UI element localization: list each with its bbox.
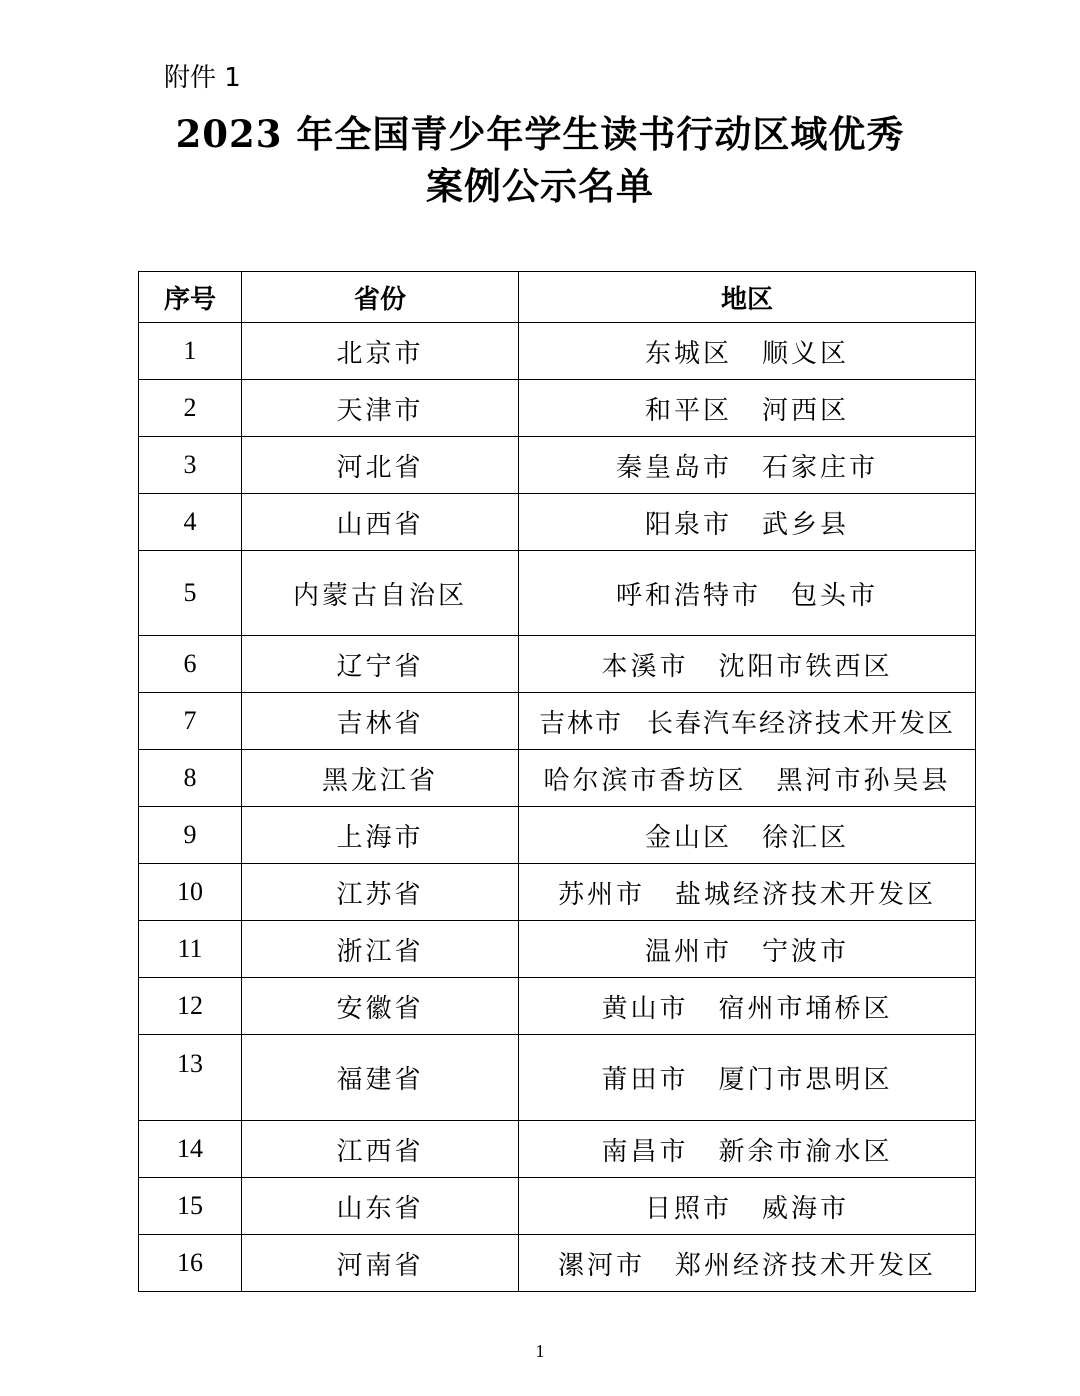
region-name: 呼和浩特市 — [615, 580, 761, 611]
region-name: 秦皇岛市 — [615, 452, 732, 483]
row-province: 江苏省 — [242, 864, 519, 921]
table-row — [139, 978, 976, 1035]
row-province: 辽宁省 — [242, 636, 519, 693]
region-name: 苏州市 — [557, 879, 645, 910]
page-number: 1 — [535, 1341, 545, 1361]
row-number: 1 — [139, 323, 242, 380]
region-name: 沈阳市铁西区 — [718, 651, 893, 682]
region-name: 本溪市 — [601, 651, 689, 682]
region-name: 黑河市孙吴县 — [776, 765, 951, 796]
row-number: 12 — [139, 978, 242, 1035]
row-regions — [519, 494, 976, 551]
table-row — [139, 1235, 976, 1292]
table-row — [139, 437, 976, 494]
region-name: 东城区 — [644, 338, 732, 369]
row-province: 上海市 — [242, 807, 519, 864]
row-province: 福建省 — [242, 1035, 519, 1121]
row-number: 9 — [139, 807, 242, 864]
region-name: 宁波市 — [762, 936, 850, 967]
row-province: 河南省 — [242, 1235, 519, 1292]
region-name: 石家庄市 — [762, 452, 879, 483]
table-row — [139, 1178, 976, 1235]
row-number: 5 — [139, 551, 242, 636]
row-province: 安徽省 — [242, 978, 519, 1035]
row-province: 山东省 — [242, 1178, 519, 1235]
row-province: 黑龙江省 — [242, 750, 519, 807]
row-regions — [519, 978, 976, 1035]
region-name: 金山区 — [644, 822, 732, 853]
region-name: 莆田市 — [601, 1065, 689, 1095]
row-regions — [519, 1035, 976, 1121]
row-regions — [519, 323, 976, 380]
document-title-line-1: 2023 年全国青少年学生读书行动区域优秀 — [175, 112, 905, 156]
header-region: 地区 — [519, 272, 976, 323]
case-list-table — [138, 271, 976, 1292]
region-name: 徐汇区 — [762, 822, 850, 853]
row-regions — [519, 1235, 976, 1292]
region-name: 厦门市思明区 — [718, 1065, 893, 1095]
region-name: 河西区 — [762, 395, 850, 426]
row-regions — [519, 636, 976, 693]
row-number: 11 — [139, 921, 242, 978]
row-province: 江西省 — [242, 1121, 519, 1178]
table-row — [139, 921, 976, 978]
row-province: 天津市 — [242, 380, 519, 437]
row-number: 13 — [139, 1035, 242, 1121]
row-regions — [519, 1178, 976, 1235]
row-regions — [519, 693, 976, 750]
region-name: 新余市渝水区 — [718, 1136, 893, 1167]
row-number: 10 — [139, 864, 242, 921]
row-regions — [519, 807, 976, 864]
table-row — [139, 750, 976, 807]
region-name: 吉林市 — [538, 708, 623, 739]
header-serial-number: 序号 — [139, 272, 242, 323]
row-regions — [519, 380, 976, 437]
row-regions — [519, 437, 976, 494]
row-regions — [519, 864, 976, 921]
row-province: 河北省 — [242, 437, 519, 494]
row-number: 15 — [139, 1178, 242, 1235]
attachment-label: 附件 1 — [164, 63, 241, 93]
region-name: 郑州经济技术开发区 — [675, 1250, 937, 1281]
table-row — [139, 693, 976, 750]
region-name: 武乡县 — [762, 509, 850, 540]
row-regions — [519, 1121, 976, 1178]
region-name: 宿州市埇桥区 — [718, 993, 893, 1024]
region-name: 日照市 — [644, 1193, 732, 1224]
row-province: 山西省 — [242, 494, 519, 551]
region-name: 和平区 — [644, 395, 732, 426]
row-number: 8 — [139, 750, 242, 807]
region-name: 包头市 — [791, 580, 879, 611]
row-regions — [519, 750, 976, 807]
region-name: 黄山市 — [601, 993, 689, 1024]
row-number: 3 — [139, 437, 242, 494]
row-number: 6 — [139, 636, 242, 693]
region-name: 长春汽车经济技术开发区 — [647, 708, 956, 739]
row-regions — [519, 921, 976, 978]
row-number: 7 — [139, 693, 242, 750]
region-name: 温州市 — [644, 936, 732, 967]
document-title-line-2: 案例公示名单 — [426, 164, 654, 208]
table-row — [139, 807, 976, 864]
region-name: 哈尔滨市香坊区 — [543, 765, 747, 796]
table-row — [139, 551, 976, 636]
region-name: 威海市 — [762, 1193, 850, 1224]
region-name: 顺义区 — [762, 338, 850, 369]
row-number: 14 — [139, 1121, 242, 1178]
row-number: 16 — [139, 1235, 242, 1292]
row-number: 2 — [139, 380, 242, 437]
table-row — [139, 323, 976, 380]
table-row — [139, 636, 976, 693]
region-name: 漯河市 — [557, 1250, 645, 1281]
region-name: 盐城经济技术开发区 — [675, 879, 937, 910]
row-number: 4 — [139, 494, 242, 551]
row-province: 浙江省 — [242, 921, 519, 978]
row-regions — [519, 551, 976, 636]
row-province: 吉林省 — [242, 693, 519, 750]
region-name: 阳泉市 — [644, 509, 732, 540]
header-province: 省份 — [242, 272, 519, 323]
region-name: 南昌市 — [601, 1136, 689, 1167]
table-row — [139, 864, 976, 921]
row-province: 内蒙古自治区 — [242, 551, 519, 636]
table-row — [139, 380, 976, 437]
table-row — [139, 1035, 976, 1121]
row-province: 北京市 — [242, 323, 519, 380]
table-header-row — [139, 272, 976, 323]
table-row — [139, 494, 976, 551]
table-row — [139, 1121, 976, 1178]
